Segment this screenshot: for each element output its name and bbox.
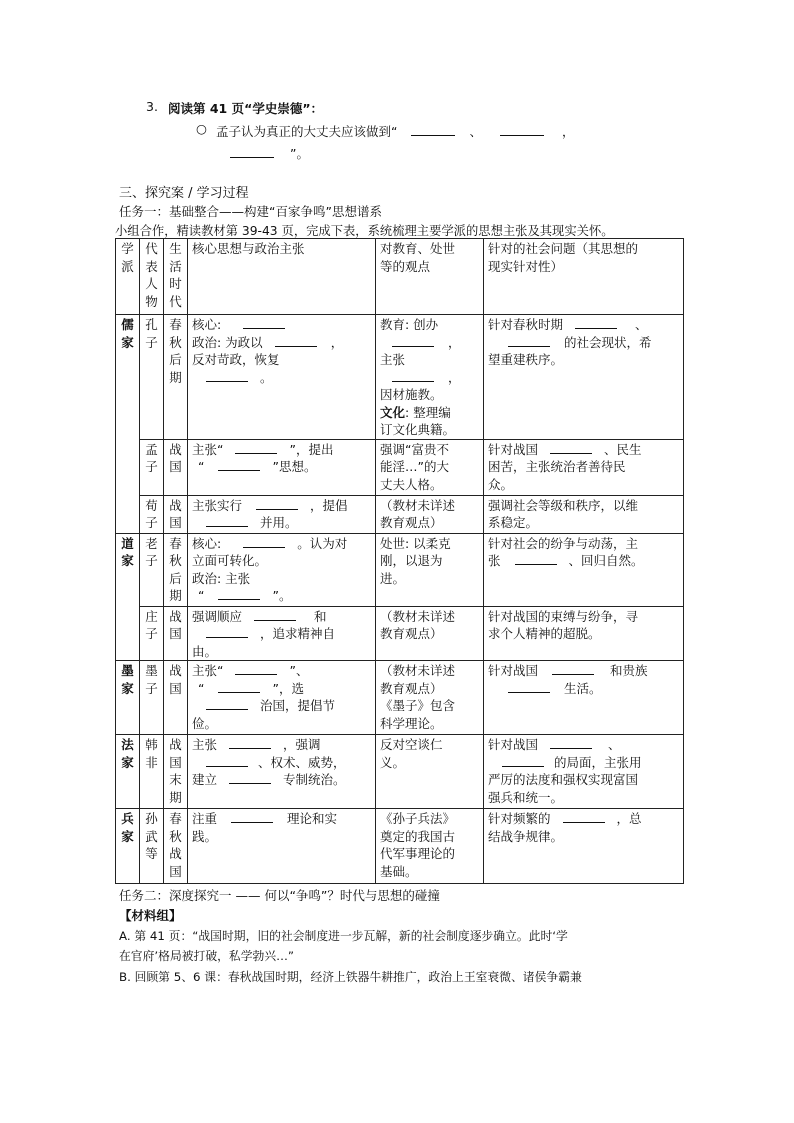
- answer-blank[interactable]: [508, 335, 550, 347]
- answer-blank[interactable]: [243, 317, 285, 329]
- reading-item-text: 阅读第 41 页“学史崇德”：: [168, 101, 324, 116]
- task2-title: 任务二：深度探究一 —— 何以“争鸣”？时代与思想的碰撞: [119, 888, 440, 903]
- answer-blank[interactable]: [235, 442, 277, 454]
- era-cell: 春 秋 战 国: [164, 809, 188, 884]
- answer-blank[interactable]: [230, 146, 274, 158]
- header-social-issue: 针对的社会问题（其思想的 现实针对性）: [484, 239, 684, 315]
- task1-title: 任务一：基础整合——构建“百家争鸣”思想谱系: [119, 204, 382, 219]
- answer-blank[interactable]: [206, 626, 248, 638]
- rep-cell: 韩 非: [140, 735, 164, 809]
- answer-blank[interactable]: [229, 772, 271, 784]
- material-a-line2: 在官府’格局被打破，私学勃兴…”: [119, 949, 295, 963]
- era-cell: 战 国: [164, 661, 188, 735]
- table-row-laozi: [116, 533, 684, 606]
- answer-blank[interactable]: [256, 498, 298, 510]
- rep-cell: 老 子: [140, 533, 164, 606]
- rep-cell: 孟 子: [140, 439, 164, 495]
- school-daoism: 道 家: [116, 533, 140, 661]
- material-a-line1: A. 第 41 页：“战国时期，旧的社会制度进一步瓦解，新的社会制度逐步确立。此时‘学: [119, 929, 568, 943]
- issue-cell: 强调社会等级和秩序，以维 系稳定。: [484, 495, 684, 533]
- answer-blank[interactable]: [515, 553, 557, 565]
- issue-cell: 针对社会的纷争与动荡，主 张 、回归自然。: [484, 533, 684, 606]
- core-cell: 主张“ ”，提出 “ ”思想。: [188, 439, 376, 495]
- answer-blank[interactable]: [411, 124, 455, 136]
- table-row-zhuangzi: [116, 606, 684, 661]
- answer-blank[interactable]: [206, 755, 248, 767]
- header-core-thought: 核心思想与政治主张: [188, 239, 376, 315]
- reading-item-number: 3.: [146, 99, 158, 114]
- answer-blank[interactable]: [550, 737, 592, 749]
- table-row-sunwu: [116, 809, 684, 884]
- closing-quote: ”。: [289, 146, 309, 161]
- answer-blank[interactable]: [563, 811, 605, 823]
- education-cell: （教材未详述 教育观点） 《墨子》包含 科学理论。: [376, 661, 484, 735]
- answer-blank[interactable]: [218, 681, 260, 693]
- era-cell: 战 国 末 期: [164, 735, 188, 809]
- education-cell: 反对空谈仁 义。: [376, 735, 484, 809]
- era-cell: 春 秋 后 期: [164, 533, 188, 606]
- reading-question-line2: [230, 144, 309, 162]
- material-b-line1: B. 回顾第 5、6 课：春秋战国时期，经济上铁器牛耕推广，政治上王室衰微、诸侯争霸兼: [119, 970, 582, 984]
- answer-blank[interactable]: [206, 370, 248, 382]
- answer-blank[interactable]: [575, 317, 617, 329]
- table-header-row: [116, 239, 684, 315]
- education-cell: 强调“富贵不 能淫…”的大 丈夫人格。: [376, 439, 484, 495]
- task1-instruction: 小组合作，精读教材第 39-43 页，完成下表，系统梳理主要学派的思想主张及其现实关怀。: [115, 224, 614, 238]
- issue-cell: 针对春秋时期 、 的社会现状，希 望重建秩序。: [484, 315, 684, 440]
- school-legalism: 法 家: [116, 735, 140, 809]
- education-cell: 教育: 创办 ， 主张 ， 因材施教。 文化: 整理编 订文化典籍。: [376, 315, 484, 440]
- answer-blank[interactable]: [502, 755, 544, 767]
- core-cell: 注重 理论和实 践。: [188, 809, 376, 884]
- answer-blank[interactable]: [392, 370, 434, 382]
- schools-table: [115, 238, 684, 884]
- rep-cell: 孔 子: [140, 315, 164, 440]
- era-cell: 战 国: [164, 606, 188, 661]
- answer-blank[interactable]: [218, 588, 260, 600]
- school-mohism: 墨 家: [116, 661, 140, 735]
- issue-cell: 针对战国的束缚与纷争，寻 求个人精神的超脱。: [484, 606, 684, 661]
- school-confucianism: 儒 家: [116, 315, 140, 534]
- answer-blank[interactable]: [508, 681, 550, 693]
- rep-cell: 孙 武 等: [140, 809, 164, 884]
- answer-blank[interactable]: [243, 536, 285, 548]
- table-row-xunzi: [116, 495, 684, 533]
- section-title: 三、探究案 / 学习过程: [119, 186, 249, 201]
- era-cell: 战 国: [164, 439, 188, 495]
- core-cell: 强调顺应 和 ，追求精神自 由。: [188, 606, 376, 661]
- table-row-confucius: [116, 315, 684, 440]
- table-row-hanfei: [116, 735, 684, 809]
- answer-blank[interactable]: [275, 335, 317, 347]
- answer-blank[interactable]: [206, 698, 248, 710]
- answer-blank[interactable]: [392, 335, 434, 347]
- era-cell: 春 秋 后 期: [164, 315, 188, 440]
- rep-cell: 墨 子: [140, 661, 164, 735]
- question-text: 孟子认为真正的大丈夫应该做到“: [216, 124, 398, 139]
- era-cell: 战 国: [164, 495, 188, 533]
- answer-blank[interactable]: [218, 459, 260, 471]
- rep-cell: 庄 子: [140, 606, 164, 661]
- core-cell: 主张实行 ，提倡 并用。: [188, 495, 376, 533]
- answer-blank[interactable]: [552, 663, 594, 675]
- table-row-mozi: [116, 661, 684, 735]
- table-row-mencius: [116, 439, 684, 495]
- core-cell: 主张 ，强调 、权术、威势， 建立 专制统治。: [188, 735, 376, 809]
- education-cell: 《孙子兵法》 奠定的我国古 代军事理论的 基础。: [376, 809, 484, 884]
- issue-cell: 针对战国 、民生 困苦，主张统治者善待民 众。: [484, 439, 684, 495]
- answer-blank[interactable]: [235, 663, 277, 675]
- answer-blank[interactable]: [206, 515, 248, 527]
- rep-cell: 荀 子: [140, 495, 164, 533]
- separator: 、: [469, 124, 482, 139]
- core-cell: 主张“ ”、 “ ”，选 治国，提倡节 俭。: [188, 661, 376, 735]
- issue-cell: 针对战国 、 的局面，主张用 严厉的法度和强权实现富国 强兵和统一。: [484, 735, 684, 809]
- answer-blank[interactable]: [229, 737, 271, 749]
- education-cell: （教材未详述 教育观点）: [376, 606, 484, 661]
- header-representative: 代 表 人 物: [140, 239, 164, 315]
- header-school: 学 派: [116, 239, 140, 315]
- issue-cell: 针对频繁的 ，总 结战争规律。: [484, 809, 684, 884]
- school-military: 兵 家: [116, 809, 140, 884]
- core-cell: 核心: 政治: 为政以 ， 反对苛政，恢复 。: [188, 315, 376, 440]
- header-education: 对教育、处世 等的观点: [376, 239, 484, 315]
- header-era: 生 活 时 代: [164, 239, 188, 315]
- core-cell: 核心: 。认为对 立面可转化。 政治: 主张 “ ”。: [188, 533, 376, 606]
- material-heading: 【材料组】: [119, 908, 182, 923]
- separator: ，: [561, 124, 575, 139]
- issue-cell: 针对战国 和贵族 生活。: [484, 661, 684, 735]
- answer-blank[interactable]: [254, 609, 296, 621]
- answer-blank[interactable]: [231, 811, 273, 823]
- answer-blank[interactable]: [550, 442, 592, 454]
- reading-question-line1: [216, 122, 574, 140]
- bullet-icon: ○: [196, 121, 207, 136]
- education-cell: （教材未详述 教育观点）: [376, 495, 484, 533]
- answer-blank[interactable]: [500, 124, 544, 136]
- education-cell: 处世: 以柔克 刚，以退为 进。: [376, 533, 484, 606]
